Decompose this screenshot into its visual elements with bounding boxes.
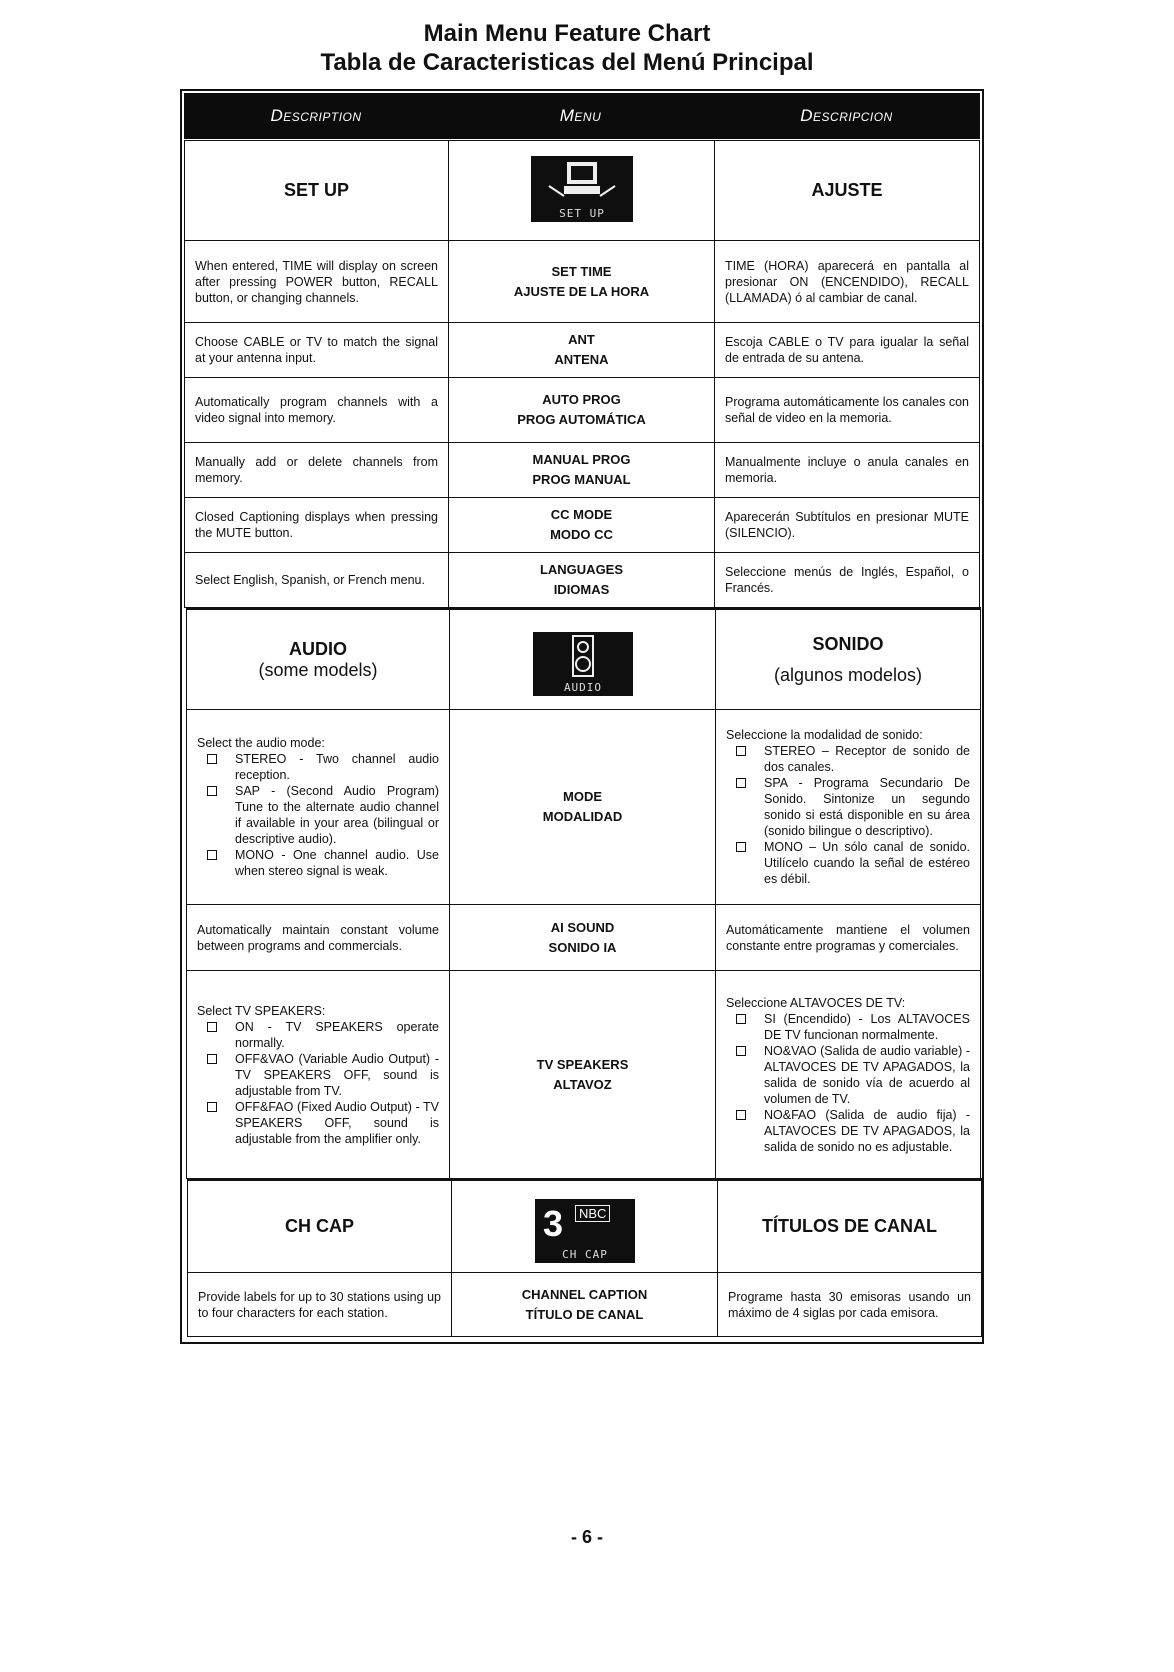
list-item: ON - TV SPEAKERS operate normally. bbox=[197, 1019, 439, 1051]
setup-row-5-desc: Closed Captioning displays when pressing the MUTE button. bbox=[184, 497, 449, 553]
audio-aisound-desc-es: Automáticamente mantiene el volumen constante entre programas y comerciales. bbox=[715, 904, 981, 971]
audio-aisound-desc: Automatically maintain constant volume between programs and commercials. bbox=[186, 904, 450, 971]
audio-speakers-desc: Select TV SPEAKERS: ON - TV SPEAKERS operate normally. OFF&VAO (Variable Audio Output) - TV SPEAKERS OFF, sound is adjustable from TV. OFF&FAO (Fixed Audio Output) - TV SPEAKERS OFF, sound is adjustable from the amplifier only. bbox=[186, 970, 450, 1179]
chcap-channel-icon: 3 NBC CH CAP bbox=[535, 1199, 635, 1263]
page-title: Main Menu Feature Chart bbox=[423, 20, 711, 47]
audio-title-es: SONIDO (algunos modelos) bbox=[715, 607, 981, 710]
list-item: NO&VAO (Salida de audio variable) - ALTAVOCES DE TV APAGADOS, la salida de sonido vía de acuerdo al volumen de TV. bbox=[726, 1043, 970, 1107]
setup-row-1-desc: When entered, TIME will display on screen after pressing POWER button, RECALL button, or changing channels. bbox=[184, 240, 449, 323]
setup-row-2-desc: Choose CABLE or TV to match the signal at your antenna input. bbox=[184, 322, 449, 378]
setup-title-es: AJUSTE bbox=[714, 140, 980, 241]
chcap-icon-cell bbox=[451, 1178, 718, 1273]
audio-icon-cell bbox=[449, 607, 716, 710]
setup-tv-icon: SET UP bbox=[531, 156, 633, 222]
audio-mode-desc: Select the audio mode: STEREO - Two channel audio reception. SAP - (Second Audio Program) Tune to the alternate audio channel if available in your area (bilingual or descriptive audio). MONO - One channel audio. Use when stereo signal is weak. bbox=[186, 709, 450, 905]
chcap-desc-es: Programe hasta 30 emisoras usando un máximo de 4 siglas por cada emisora. bbox=[717, 1272, 982, 1337]
list-item: OFF&VAO (Variable Audio Output) - TV SPEAKERS OFF, sound is adjustable from TV. bbox=[197, 1051, 439, 1099]
page-subtitle: Tabla de Caracteristicas del Menú Principal bbox=[320, 49, 814, 76]
list-item: SAP - (Second Audio Program) Tune to the alternate audio channel if available in your area (bilingual or descriptive audio). bbox=[197, 783, 439, 847]
chcap-menu: CHANNEL CAPTION TÍTULO DE CANAL bbox=[451, 1272, 718, 1337]
header-menu: Menu bbox=[559, 106, 602, 125]
list-item: MONO – Un sólo canal de sonido. Utilícelo cuando la señal de estéreo es débil. bbox=[726, 839, 970, 887]
setup-row-4-desc-es: Manualmente incluye o anula canales en memoria. bbox=[714, 442, 980, 498]
page-number: - 6 - bbox=[570, 1527, 603, 1547]
list-item: STEREO – Receptor de sonido de dos canales. bbox=[726, 743, 970, 775]
setup-row-2-menu: ANT ANTENA bbox=[448, 322, 715, 378]
setup-row-6-desc: Select English, Spanish, or French menu. bbox=[184, 552, 449, 608]
list-item: MONO - One channel audio. Use when stereo signal is weak. bbox=[197, 847, 439, 879]
audio-mode-desc-es: Seleccione la modalidad de sonido: STEREO – Receptor de sonido de dos canales. SPA - Programa Secundario De Sonido. Sintonize un segundo sonido si está disponible en su área (sonido bilingue o descriptivo). MONO – Un sólo canal de sonido. Utilícelo cuando la señal de estéreo es débil. bbox=[715, 709, 981, 905]
list-item: NO&FAO (Salida de audio fija) - ALTAVOCES DE TV APAGADOS, la salida de sonido no es adjustable. bbox=[726, 1107, 970, 1155]
header-description: Description bbox=[270, 106, 362, 125]
list-item: SPA - Programa Secundario De Sonido. Sintonize un segundo sonido si está disponible en su área (sonido bilingue o descriptivo). bbox=[726, 775, 970, 839]
chcap-desc: Provide labels for up to 30 stations using up to four characters for each station. bbox=[187, 1272, 452, 1337]
setup-row-5-desc-es: Aparecerán Subtítulos en presionar MUTE (SILENCIO). bbox=[714, 497, 980, 553]
table-header bbox=[184, 93, 980, 139]
setup-row-6-desc-es: Seleccione menús de Inglés, Español, o Francés. bbox=[714, 552, 980, 608]
audio-speakers-desc-es: Seleccione ALTAVOCES DE TV: SI (Encendido) - Los ALTAVOCES DE TV funcionan normalmente. NO&VAO (Salida de audio variable) - ALTAVOCES DE TV APAGADOS, la salida de sonido vía de acuerdo al volumen de TV. NO&FAO (Salida de audio fija) - ALTAVOCES DE TV APAGADOS, la salida de sonido no es adjustable. bbox=[715, 970, 981, 1179]
setup-row-5-menu: CC MODE MODO CC bbox=[448, 497, 715, 553]
setup-title-en: SET UP bbox=[184, 140, 449, 241]
list-item: OFF&FAO (Fixed Audio Output) - TV SPEAKERS OFF, sound is adjustable from the amplifier only. bbox=[197, 1099, 439, 1147]
setup-row-4-desc: Manually add or delete channels from memory. bbox=[184, 442, 449, 498]
setup-row-4-menu: MANUAL PROG PROG MANUAL bbox=[448, 442, 715, 498]
setup-row-1-desc-es: TIME (HORA) aparecerá en pantalla al presionar ON (ENCENDIDO), RECALL (LLAMADA) ó al cambiar de canal. bbox=[714, 240, 980, 323]
list-item: STEREO - Two channel audio reception. bbox=[197, 751, 439, 783]
chcap-title-en: CH CAP bbox=[187, 1178, 452, 1273]
audio-aisound-menu: AI SOUND SONIDO IA bbox=[449, 904, 716, 971]
header-descripcion: Descripcion bbox=[800, 106, 893, 125]
audio-mode-menu: MODE MODALIDAD bbox=[449, 709, 716, 905]
setup-row-3-menu: AUTO PROG PROG AUTOMÁTICA bbox=[448, 377, 715, 443]
audio-title-en: AUDIO (some models) bbox=[186, 607, 450, 710]
list-item: SI (Encendido) - Los ALTAVOCES DE TV funcionan normalmente. bbox=[726, 1011, 970, 1043]
chcap-title-es: TÍTULOS DE CANAL bbox=[717, 1178, 982, 1273]
setup-row-6-menu: LANGUAGES IDIOMAS bbox=[448, 552, 715, 608]
setup-row-2-desc-es: Escoja CABLE o TV para igualar la señal de entrada de su antena. bbox=[714, 322, 980, 378]
audio-speakers-menu: TV SPEAKERS ALTAVOZ bbox=[449, 970, 716, 1179]
setup-icon-cell bbox=[448, 140, 715, 241]
audio-speaker-icon: AUDIO bbox=[533, 632, 633, 696]
setup-row-3-desc-es: Programa automáticamente los canales con señal de video en la memoria. bbox=[714, 377, 980, 443]
setup-row-3-desc: Automatically program channels with a video signal into memory. bbox=[184, 377, 449, 443]
setup-row-1-menu: SET TIME AJUSTE DE LA HORA bbox=[448, 240, 715, 323]
